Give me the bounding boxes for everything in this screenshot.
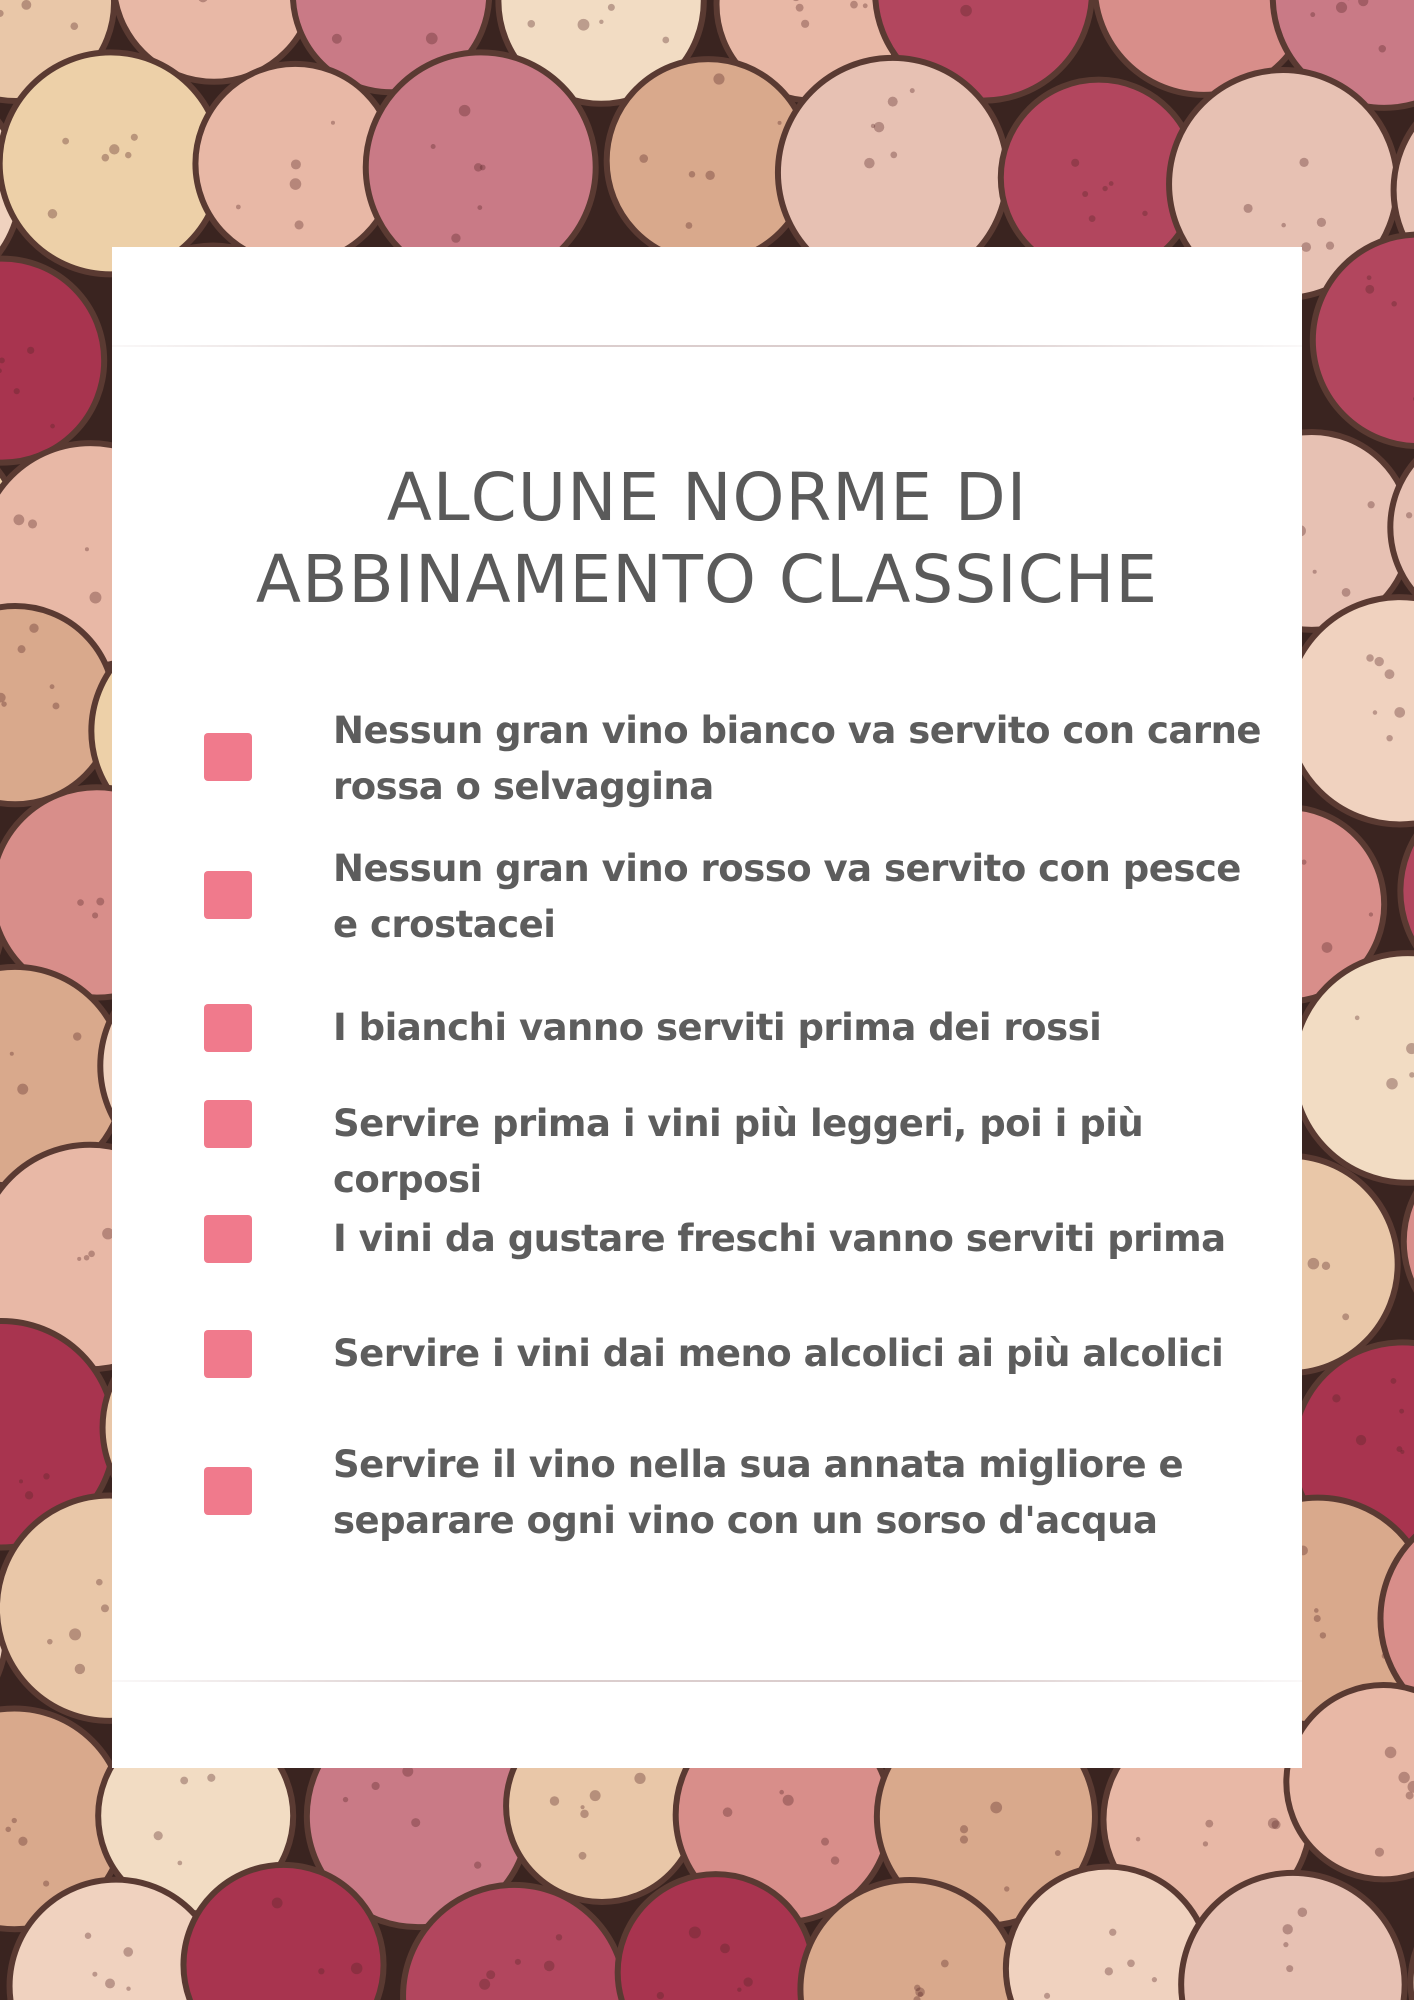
rule-text: Servire i vini dai meno alcolici ai più alcolici (333, 1332, 1224, 1375)
rule-text: Servire il vino nella sua annata migliore e separare ogni vino con un sorso d'acqua (333, 1443, 1184, 1542)
square-bullet-icon (204, 871, 252, 919)
rule-text: Nessun gran vino rosso va servito con pesce e crostacei (333, 847, 1241, 946)
square-bullet-icon (204, 733, 252, 781)
rule-text: Nessun gran vino bianco va servito con carne rossa o selvaggina (333, 709, 1262, 808)
square-bullet-icon (204, 1215, 252, 1263)
square-bullet-icon (204, 1330, 252, 1378)
rule-text: Servire prima i vini più leggeri, poi i più corposi (333, 1102, 1144, 1201)
top-divider (112, 345, 1302, 347)
rule-text: I vini da gustare freschi vanno serviti prima (333, 1217, 1226, 1260)
rule-text: I bianchi vanno serviti prima dei rossi (333, 1006, 1102, 1049)
bottom-divider (112, 1680, 1302, 1682)
square-bullet-icon (204, 1004, 252, 1052)
square-bullet-icon (204, 1100, 252, 1148)
square-bullet-icon (204, 1467, 252, 1515)
page-title (112, 457, 1302, 621)
content-card (112, 247, 1302, 1768)
title-line-1: ALCUNE NORME DI (386, 459, 1028, 536)
title-line-2: ABBINAMENTO CLASSICHE (255, 541, 1159, 618)
